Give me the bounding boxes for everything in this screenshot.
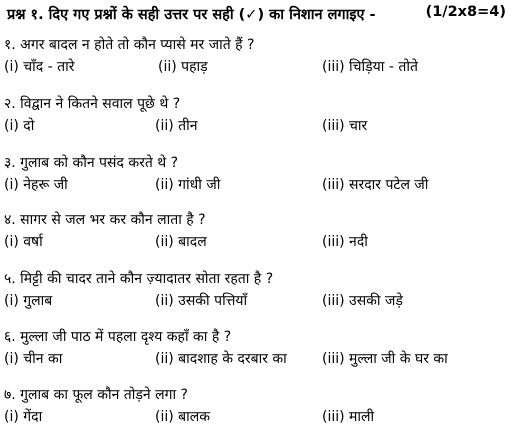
question-text: २. विद्वान ने कितने सवाल पूछे थे ?	[4, 96, 181, 112]
option-3: (iii) माली	[322, 409, 375, 425]
question-block-6	[4, 327, 512, 375]
option-3: (iii) मुल्ला जी के घर का	[322, 351, 448, 367]
option-1: (i) चाँद - तारे	[4, 59, 75, 75]
option-2: (ii) बादल	[155, 234, 207, 250]
option-1: (i) गेंदा	[4, 409, 43, 425]
option-2: (ii) गांधी जी	[155, 177, 221, 193]
tick-mark-icon: (✓)	[238, 7, 265, 23]
heading-text	[7, 4, 376, 24]
option-2: (ii) उसकी पत्तियाँ	[155, 293, 248, 309]
option-3: (iii) चार	[322, 118, 368, 134]
heading-title: प्रश्न १. दिए गए प्रश्नों के सही उत्तर पर सही	[7, 7, 234, 23]
question-block-7	[4, 385, 512, 433]
question-block-4	[4, 210, 512, 258]
question-text: ५. मिट्टी की चादर ताने कौन ज़्यादातर सोता रहता है ?	[4, 271, 274, 287]
question-block-3	[4, 153, 512, 201]
question-block-2	[4, 94, 512, 142]
option-2: (ii) बादशाह के दरबार का	[155, 351, 287, 367]
option-3: (iii) सरदार पटेल जी	[322, 177, 429, 193]
option-3: (iii) उसकी जड़े	[322, 293, 403, 309]
question-text: १. अगर बादल न होते तो कौन प्यासे मर जाते हैं ?	[4, 37, 255, 53]
marks-label: (1/2x8=4)	[425, 4, 506, 20]
option-2: (ii) बालक	[155, 409, 211, 425]
option-3: (iii) नदी	[322, 234, 368, 250]
option-1: (i) गुलाब	[4, 293, 53, 309]
option-1: (i) नेहरू जी	[4, 177, 68, 193]
question-text: ७. गुलाब का फूल कौन तोड़ने लगा ?	[4, 387, 188, 403]
option-2: (ii) पहाड़	[158, 59, 208, 75]
option-1: (i) दो	[4, 118, 35, 134]
option-1: (i) वर्षा	[4, 234, 43, 250]
option-2: (ii) तीन	[155, 118, 198, 134]
question-block-5	[4, 269, 512, 317]
question-text: ४. सागर से जल भर कर कौन लाता है ?	[4, 212, 206, 228]
heading-title-end: का निशान लगाइए -	[269, 7, 376, 23]
question-block-1	[4, 35, 512, 83]
question-text: ६. मुल्ला जी पाठ में पहला दृश्य कहाँ का है ?	[4, 329, 232, 345]
question-heading	[7, 4, 512, 26]
option-3: (iii) चिड़िया - तोते	[322, 59, 418, 75]
option-1: (i) चीन का	[4, 351, 63, 367]
question-text: ३. गुलाब को कौन पसंद करते थे ?	[4, 155, 179, 171]
